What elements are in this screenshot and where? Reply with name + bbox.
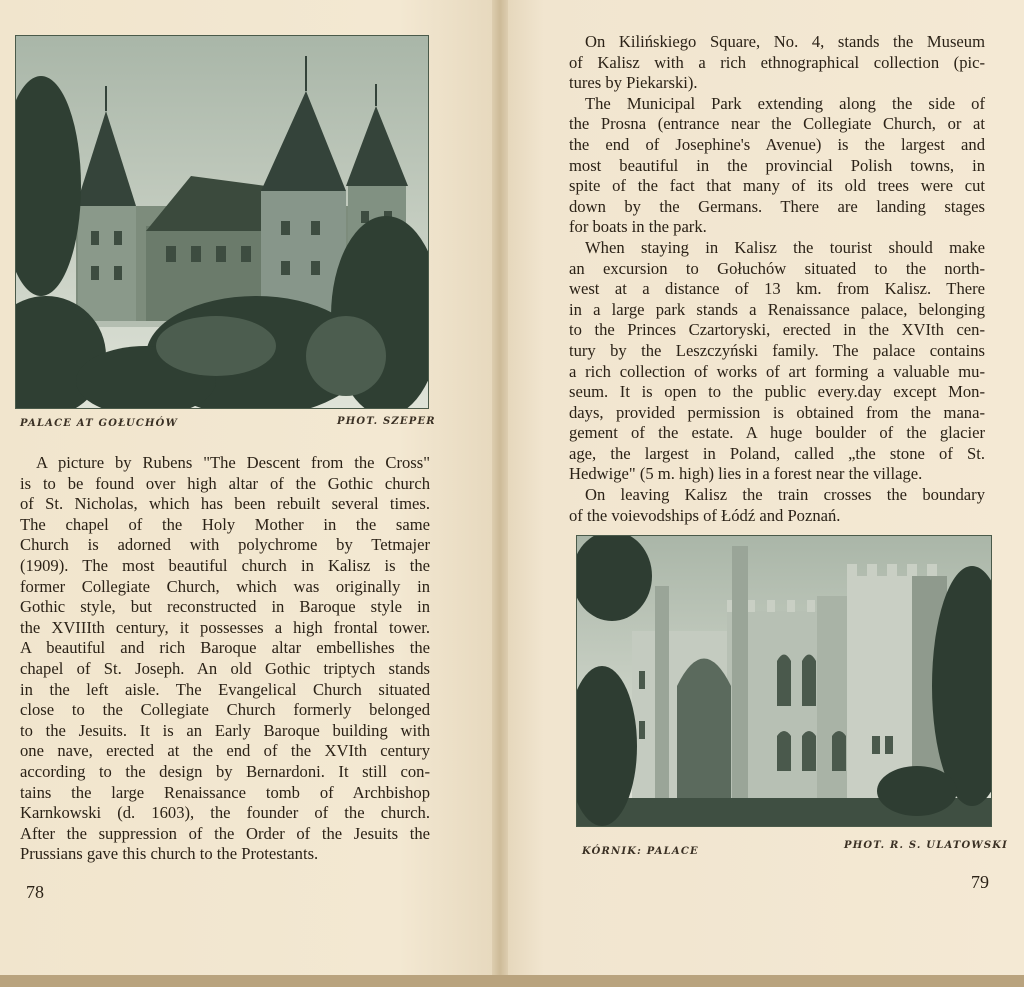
text-line: of the voievodships of Łódź and Poznań. bbox=[569, 505, 841, 525]
text-line: for boats in the park. bbox=[569, 217, 707, 237]
text-line: spite of the fact that many of its old trees were cut bbox=[569, 176, 985, 196]
text-line: (1909). The most beautiful church in Kalisz is the bbox=[20, 555, 430, 575]
text-line: age, the largest in Poland, called „the stone of St. bbox=[569, 443, 985, 463]
text-line: the end of Josephine's Avenue) is the largest and bbox=[569, 134, 985, 154]
text-line: one nave, erected at the end of the XVIth century bbox=[20, 741, 430, 761]
page-number-79: 79 bbox=[971, 872, 989, 892]
text-line: according to the design by Bernardoni. It still con- bbox=[20, 761, 430, 781]
text-line: Hedwige" (5 m. high) lies in a forest near the village. bbox=[569, 464, 923, 484]
text-line: On leaving Kalisz the train crosses the boundary bbox=[585, 485, 985, 505]
text-line: an excursion to Gołuchów situated to the north- bbox=[569, 258, 985, 278]
text-line: a rich collection of works of art forming a valuable mu- bbox=[569, 361, 985, 381]
kornik-photo-caption: KÓRNIK: PALACE bbox=[582, 846, 699, 857]
text-line: in the left aisle. The Evangelical Church situated bbox=[20, 679, 430, 699]
text-line: Prussians gave this church to the Protestants. bbox=[20, 844, 319, 864]
text-line: the XVIIIth century, it possesses a high frontal tower. bbox=[20, 617, 430, 637]
text-line: The chapel of the Holy Mother in the same bbox=[20, 514, 430, 534]
text-line: close to the Collegiate Church formerly belonged bbox=[20, 700, 430, 720]
text-line: tury by the Leszczyński family. The palace contains bbox=[569, 340, 985, 360]
text-line: days, provided permission is obtained from the mana- bbox=[569, 402, 985, 422]
text-line: the Prosna (entrance near the Collegiate Church, or at bbox=[569, 114, 985, 134]
book-edge bbox=[0, 975, 1024, 987]
kornik-photo-credit: PHOT. R. S. ULATOWSKI bbox=[844, 840, 1009, 851]
kornik-palace-illustration bbox=[577, 536, 991, 826]
left-page-body-text bbox=[20, 453, 430, 865]
right-page-body-text bbox=[569, 32, 985, 526]
text-line: to the Princes Czartoryski, erected in the XVIth cen- bbox=[569, 320, 985, 340]
text-line: chapel of St. Joseph. An old Gothic triptych stands bbox=[20, 658, 430, 678]
text-line: down by the Germans. There are landing stages bbox=[569, 196, 985, 216]
goluchow-photo-caption: PALACE AT GOŁUCHÓW bbox=[20, 418, 179, 429]
text-line: A picture by Rubens "The Descent from the Cross" bbox=[36, 453, 430, 472]
book-gutter bbox=[492, 0, 508, 975]
text-line: most beautiful in the provincial Polish towns, in bbox=[569, 155, 985, 175]
goluchow-photo-credit: PHOT. SZEPER bbox=[337, 416, 436, 427]
text-line: Gothic style, but reconstructed in Baroque style in bbox=[20, 597, 430, 617]
text-line: tains the large Renaissance tomb of Archbishop bbox=[20, 782, 430, 802]
text-line: seum. It is open to the public every.day except Mon- bbox=[569, 382, 985, 402]
text-line: Karnkowski (d. 1603), the founder of the church. bbox=[20, 803, 430, 823]
text-line: gement of the estate. A huge boulder of the glacier bbox=[569, 423, 985, 443]
text-line: After the suppression of the Order of the Jesuits the bbox=[20, 823, 430, 843]
text-line: west at a distance of 13 km. from Kalisz. There bbox=[569, 279, 985, 299]
text-line: On Kilińskiego Square, No. 4, stands the Museum bbox=[585, 32, 985, 51]
kornik-palace-photo bbox=[576, 535, 992, 827]
text-line: When staying in Kalisz the tourist should make bbox=[585, 237, 985, 257]
text-line: in a large park stands a Renaissance palace, belonging bbox=[569, 299, 985, 319]
text-line: Church is adorned with polychrome by Tetmajer bbox=[20, 535, 430, 555]
goluchow-palace-illustration bbox=[16, 36, 428, 408]
goluchow-palace-photo bbox=[15, 35, 429, 409]
text-line: The Municipal Park extending along the side of bbox=[585, 93, 985, 113]
text-line: A beautiful and rich Baroque altar embellishes the bbox=[20, 638, 430, 658]
text-line: is to be found over high altar of the Gothic church bbox=[20, 473, 430, 493]
text-line: of Kalisz with a rich ethnographical collection (pic- bbox=[569, 52, 985, 72]
text-line: of St. Nicholas, which has been rebuilt several times. bbox=[20, 494, 430, 514]
text-line: tures by Piekarski). bbox=[569, 73, 698, 93]
text-line: to the Jesuits. It is an Early Baroque building with bbox=[20, 720, 430, 740]
text-line: former Collegiate Church, which was originally in bbox=[20, 576, 430, 596]
page-number-78: 78 bbox=[26, 882, 44, 902]
